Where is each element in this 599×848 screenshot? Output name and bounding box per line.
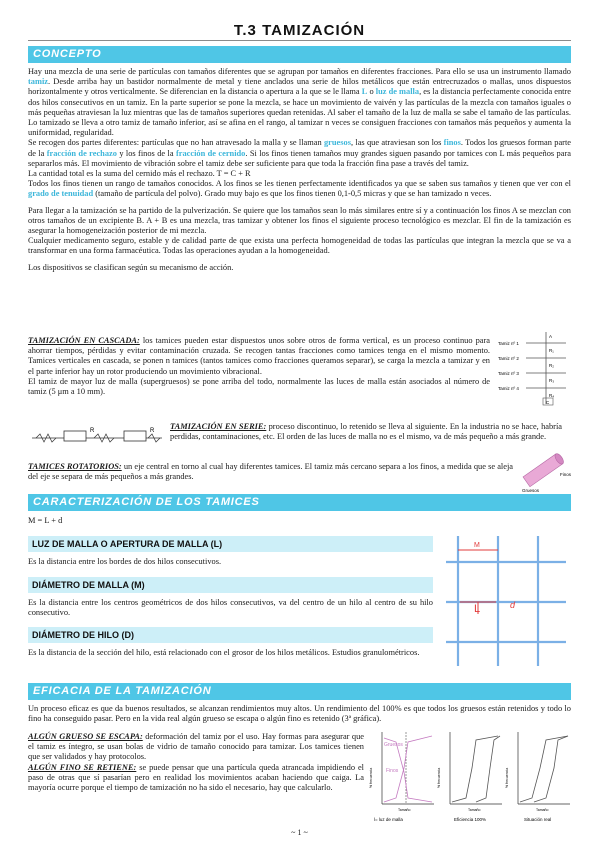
serie-paragraph: TAMIZACIÓN EN SERIE: proceso discontinuo, lo retenido se lleva al siguiente. En la industria no se hace, habría perdidas, contaminaciones, etc. El orden de las luces de malla no es el mismo, va de más pequeño a más grande. bbox=[170, 422, 562, 442]
cascada-paragraph: TAMIZACIÓN EN CASCADA: los tamices pueden estar dispuestos unos sobre otros de forma vertical, es un proceso continuo para ahorrar tiempos, pérdidas y evitar contaminación cruzada. Se recogen tantas fracciones como tamices tenga en el mismo momento. Tamices verticales en cascada, se ponen n tamices (tantos tamices como fracciones queramos separar), se carga la mezcla a tamizar y en el parte inferior hay un rotor produciendo un movimiento vibracional. bbox=[28, 336, 490, 376]
concepto-block bbox=[28, 67, 571, 273]
serie-block bbox=[170, 422, 562, 442]
grueso-escapa-paragraph: ALGÚN GRUESO SE ESCAPA: deformación del tamiz por el uso. Hay formas para asegurar que el tamiz es íntegro, se usan bolas de vidrio de tamaño conocido para tamizar. Los tamices tienen que ser validados y hay protocolos. bbox=[28, 732, 364, 762]
graph-xlabel: Tamaño bbox=[398, 808, 411, 812]
cascada-paragraph-2: El tamiz de mayor luz de malla (supergruesos) se pone arriba del todo, normalmente las luces de malla están asociados al número de tamiz (5 μm a 10 mm). bbox=[28, 376, 490, 397]
concepto-paragraph-1: Hay una mezcla de una serie de partículas con tamaños diferentes que se agrupan por tamaños en diferentes fracciones. Para ello se usa un instrumento llamado tamiz. Desde arriba hay un bastidor normalmente de metal y tiene anclados una serie de hilos metálicos que están entrecruzados o mallas, unos dispuestos horizontalmente y otros verticalmente. Se diferencian en la distancia o apertura a la que se le llama L o luz de malla, es la distancia perfectamente conocida entre dos hilos consecutivos en un tamiz. En la parte superior se pone la mezcla, se hace un movimiento de vaivén y las partículas de la mezcla con tamaños iguales o más pequeñas atraviesan la luz mientras que las de tamaños superiores quedan retenidas. Al saber el tamaño de la luz de malla se sabe el tamaño de las partículas. Lo tamizado se lleva a otro tamiz de tamaño inferior, así se afina en el rango, al tamizar n veces se consiguen fracciones con tamaños más pequeños y aumenta la uniformidad, regularidad. bbox=[28, 67, 572, 138]
cascada-tamiz-label: Tamiz nº 4 bbox=[498, 386, 519, 391]
cascada-tamiz-label: Tamiz nº 3 bbox=[498, 371, 519, 376]
graph-caption: Eficiencia 100% bbox=[454, 817, 487, 822]
graph-ylabel: % frecuencia bbox=[437, 767, 441, 788]
concepto-paragraph-3: La cantidad total es la suma del cernido más el rechazo. T = C + R bbox=[28, 169, 251, 179]
graph-eficiencia-100 bbox=[437, 732, 502, 822]
m-label: M bbox=[474, 542, 480, 549]
cascada-top-label: A bbox=[549, 334, 553, 339]
caracterizacion-formula: M = L + d bbox=[28, 516, 63, 525]
graph-caption: l= luz de malla bbox=[374, 817, 403, 822]
graph-luz-malla bbox=[369, 732, 434, 822]
gruesos-label: Gruesos bbox=[522, 488, 540, 493]
section-header-caracterizacion: CARACTERIZACIÓN DE LOS TAMICES bbox=[28, 494, 571, 511]
subheader-diametro-hilo: DIÁMETRO DE HILO (D) bbox=[28, 627, 433, 643]
graph-xlabel: Tamaño bbox=[536, 808, 549, 812]
fino-retiene-paragraph: ALGÚN FINO SE RETIENE: se puede pensar que una partícula queda atrancada impidiendo el paso de otras que sí pasarían pero en realidad los movimientos acaban haciendo que caiga. La mayoría ocurre porque el tiempo de tamización no ha sido el necesario, hay que calcularlo. bbox=[28, 762, 364, 793]
luz-malla-text: Es la distancia entre los bordes de dos hilos consecutivos. bbox=[28, 557, 222, 566]
rotatorio-diagram bbox=[516, 448, 574, 494]
malla-diagram bbox=[446, 534, 566, 668]
subheader-luz-malla: LUZ DE MALLA O APERTURA DE MALLA (L) bbox=[28, 536, 433, 552]
concepto-paragraph-5: Para llegar a la tamización se ha partido de la pulverización. Se quiere que los tamaños sean lo más similares entre sí y a continuación los finos A se mezclan con otros tamaños de un excipiente B. A + B es una mezcla, tras tamizar y obtener los finos el siguiente proceso tecnológico es mezclar. El fin de la tamización es asegurar la homogeneización posterior de mi mezcla. bbox=[28, 205, 571, 236]
cascada-c-label: C bbox=[546, 400, 550, 405]
cascada-r-label: R₃ bbox=[549, 378, 555, 383]
page-number: ~ 1 ~ bbox=[291, 828, 308, 837]
concepto-paragraph-7: Los dispositivos se clasifican según su mecanismo de acción. bbox=[28, 262, 234, 272]
d-label: d bbox=[510, 600, 516, 610]
graph-ylabel: % frecuencia bbox=[369, 767, 373, 788]
rotatorios-paragraph: TAMICES ROTATORIOS: un eje central en torno al cual hay diferentes tamices. El tamiz más cercano separa a los finos, a medida que se aleja del eje se separa de más pequeños a más grandes. bbox=[28, 462, 514, 482]
diametro-malla-text: Es la distancia entre los centros geométricos de dos hilos consecutivos, va del centro de un hilo al centro de su hilo consecutivo. bbox=[28, 598, 433, 618]
rotatorios-block bbox=[28, 462, 513, 482]
eficacia-paragraph: Un proceso eficaz es que da buenos resultados, se alcanzan rendimientos muy altos. Un rendimiento del 100% es que todos los gruesos están retenidos y todo lo fino ha conseguido pasar. Pero en la vida real algún grueso se escapa o algún fino es retenido (3ª gráfica). bbox=[28, 704, 571, 724]
graph-xlabel: Tamaño bbox=[468, 808, 481, 812]
graph-finos-label: Finos bbox=[386, 768, 399, 774]
page-title: T.3 TAMIZACIÓN bbox=[233, 22, 366, 39]
serie-diagram bbox=[30, 426, 165, 448]
title-divider bbox=[28, 40, 571, 41]
section-header-eficacia: EFICACIA DE LA TAMIZACIÓN bbox=[28, 683, 571, 700]
cascada-diagram bbox=[496, 330, 572, 410]
graph-caption: Situación real bbox=[524, 817, 552, 822]
graph-ylabel: % frecuencia bbox=[505, 767, 509, 788]
section-header-concepto: CONCEPTO bbox=[28, 46, 571, 63]
serie-r-label: R bbox=[150, 428, 155, 434]
cascada-r-label: R₂ bbox=[549, 363, 554, 368]
graph-situacion-real bbox=[505, 732, 570, 822]
cascada-block bbox=[28, 336, 490, 397]
cascada-tamiz-label: Tamiz nº 1 bbox=[498, 341, 519, 346]
subheader-diametro-malla: DIÁMETRO DE MALLA (M) bbox=[28, 577, 433, 593]
serie-r-label: R bbox=[90, 428, 95, 434]
eficacia-graphs bbox=[368, 728, 574, 824]
cascada-r-label: R₄ bbox=[549, 393, 555, 398]
eficacia-cases bbox=[28, 732, 364, 793]
concepto-paragraph-4: Todos los finos tienen un rango de tamaños conocidos. A los finos se les tienen perfectamente identificados ya que se saben sus tamaños y tienen que ver con el grado de tenuidad (tamaño de partícula del polvo). Grado muy bajo es que los finos tienen 0,1-0,5 micras y que se han tamizado n veces. bbox=[28, 179, 571, 199]
cascada-r-label: R₁ bbox=[549, 348, 554, 353]
finos-label: Finos bbox=[560, 472, 572, 477]
graph-gruesos-label: Gruesos bbox=[384, 742, 403, 748]
diametro-hilo-text: Es la distancia de la sección del hilo, está relacionado con el grosor de los hilos metálicos. Estudios granulométricos. bbox=[28, 648, 420, 657]
concepto-paragraph-6: Cualquier medicamento seguro, estable y de calidad parte de que exista una perfecta homogeneidad de todas las partículas que integran la mezcla que se va a transformar en una forma farmacéutica. Todas las operaciones ayudan a la homogeneidad. bbox=[28, 236, 571, 256]
concepto-paragraph-2: Se recogen dos partes diferentes: partículas que no han atravesado la malla y se llaman gruesos, las que atraviesan son los finos. Todos los gruesos forman parte de la fracción de rechazo y los finos de la fracción de cernido. Si los finos tienen tamaños muy grandes siguen pasando por tamices con L más pequeños para separarlos más. El movimiento de vibración sobre el tamiz debe ser suficiente para que toda la fracción fina pase a través del tamiz. bbox=[28, 138, 571, 168]
cascada-tamiz-label: Tamiz nº 2 bbox=[498, 356, 519, 361]
l-label: L bbox=[474, 603, 481, 615]
